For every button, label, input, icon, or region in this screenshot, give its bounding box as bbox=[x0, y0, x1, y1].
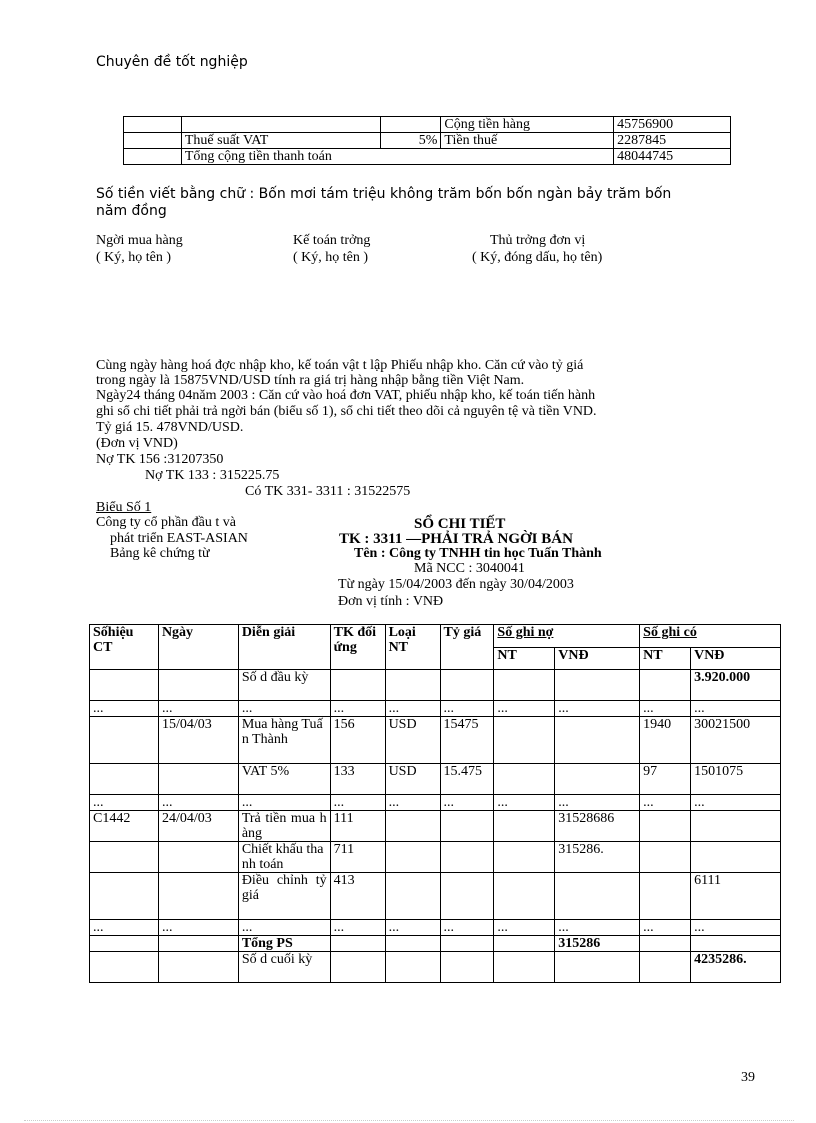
summary-cell: 5% bbox=[380, 133, 441, 149]
table-cell: 15.475 bbox=[440, 764, 494, 795]
table-cell: 6111 bbox=[691, 873, 781, 920]
table-cell: 1501075 bbox=[691, 764, 781, 795]
table-cell: 156 bbox=[330, 717, 385, 764]
summary-cell: 48044745 bbox=[614, 149, 731, 165]
table-cell bbox=[494, 936, 555, 952]
table-cell: USD bbox=[385, 717, 440, 764]
table-cell: ... bbox=[691, 920, 781, 936]
table-cell: Chiết khấu thanh toán bbox=[238, 842, 330, 873]
journal-debit-133: Nợ TK 133 : 315225.75 bbox=[145, 468, 280, 483]
header-dien-giai: Diễn giải bbox=[238, 625, 330, 670]
company-name-line1: Công ty cổ phần đầu t và bbox=[96, 515, 236, 530]
summary-cell: 45756900 bbox=[614, 117, 731, 133]
table-cell bbox=[555, 952, 640, 983]
table-cell bbox=[691, 811, 781, 842]
summary-row bbox=[124, 133, 731, 149]
table-cell: ... bbox=[90, 795, 159, 811]
table-cell bbox=[158, 670, 238, 701]
table-cell: 30021500 bbox=[691, 717, 781, 764]
table-cell: 31528686 bbox=[555, 811, 640, 842]
table-row bbox=[90, 873, 781, 920]
table-cell: 315286. bbox=[555, 842, 640, 873]
ledger-title: SỔ CHI TIẾT bbox=[414, 516, 506, 532]
body-paragraph-2: trong ngày là 15875VND/USD tính ra giá trị hàng nhập bằng tiền Việt Nam. bbox=[96, 373, 525, 388]
table-cell bbox=[158, 936, 238, 952]
table-cell bbox=[158, 764, 238, 795]
table-cell bbox=[385, 670, 440, 701]
signature-accountant-note: ( Ký, họ tên ) bbox=[293, 250, 369, 265]
table-cell: ... bbox=[555, 920, 640, 936]
header-loai-nt: Loại NT bbox=[385, 625, 440, 670]
signature-buyer-role: Ngời mua hàng bbox=[96, 233, 183, 248]
table-cell: 133 bbox=[330, 764, 385, 795]
body-paragraph-1: Cùng ngày hàng hoá đợc nhập kho, kế toán vật t lập Phiếu nhập kho. Căn cứ vào tỷ giá bbox=[96, 358, 584, 373]
table-cell bbox=[90, 670, 159, 701]
table-cell: USD bbox=[385, 764, 440, 795]
table-cell bbox=[90, 873, 159, 920]
table-cell: ... bbox=[640, 701, 691, 717]
table-cell bbox=[494, 811, 555, 842]
header-no-vnd: VNĐ bbox=[555, 647, 640, 670]
signature-accountant-role: Kế toán trởng bbox=[293, 233, 371, 248]
table-cell: Số d đầu kỳ bbox=[238, 670, 330, 701]
table-cell bbox=[494, 873, 555, 920]
table-cell: 111 bbox=[330, 811, 385, 842]
table-cell bbox=[640, 936, 691, 952]
table-cell bbox=[158, 952, 238, 983]
signature-director-note: ( Ký, đóng dấu, họ tên) bbox=[472, 250, 603, 265]
table-cell bbox=[440, 811, 494, 842]
table-cell bbox=[440, 873, 494, 920]
table-cell bbox=[158, 842, 238, 873]
table-cell bbox=[494, 670, 555, 701]
voucher-list-label: Bảng kê chứng từ bbox=[110, 546, 210, 561]
table-cell bbox=[640, 952, 691, 983]
header-so-hieu: Sốhiệu CT bbox=[90, 625, 159, 670]
appendix-label: Biểu Số 1 bbox=[96, 500, 152, 515]
table-cell: Trả tiền mua hàng bbox=[238, 811, 330, 842]
table-cell: ... bbox=[440, 701, 494, 717]
summary-cell bbox=[181, 117, 380, 133]
table-cell bbox=[385, 936, 440, 952]
table-cell bbox=[494, 717, 555, 764]
table-cell bbox=[494, 952, 555, 983]
table-cell: ... bbox=[158, 701, 238, 717]
table-cell: ... bbox=[385, 920, 440, 936]
table-cell: Số d cuối kỳ bbox=[238, 952, 330, 983]
table-cell bbox=[640, 842, 691, 873]
table-cell bbox=[385, 952, 440, 983]
table-cell: 24/04/03 bbox=[158, 811, 238, 842]
ledger-table bbox=[89, 624, 781, 983]
currency-unit: Đơn vị tính : VNĐ bbox=[338, 594, 444, 609]
signature-director-role: Thủ trởng đơn vị bbox=[490, 233, 586, 248]
summary-row bbox=[124, 117, 731, 133]
summary-cell bbox=[124, 117, 182, 133]
table-cell: ... bbox=[640, 920, 691, 936]
header-ngay: Ngày bbox=[158, 625, 238, 670]
header-no-nt: NT bbox=[494, 647, 555, 670]
table-cell bbox=[158, 873, 238, 920]
table-cell: 15475 bbox=[440, 717, 494, 764]
table-cell bbox=[90, 936, 159, 952]
footer-divider bbox=[24, 1120, 794, 1121]
invoice-summary-table bbox=[123, 116, 731, 165]
summary-cell: Thuế suất VAT bbox=[181, 133, 380, 149]
table-cell: 1940 bbox=[640, 717, 691, 764]
table-cell: ... bbox=[640, 795, 691, 811]
header-so-ghi-co: Số ghi có bbox=[640, 625, 781, 648]
summary-cell: Tiền thuế bbox=[441, 133, 614, 149]
table-cell bbox=[555, 670, 640, 701]
table-cell bbox=[330, 936, 385, 952]
table-cell: Điều chỉnh tỷ giá bbox=[238, 873, 330, 920]
summary-cell: Cộng tiền hàng bbox=[441, 117, 614, 133]
table-row bbox=[90, 936, 781, 952]
table-cell bbox=[385, 873, 440, 920]
table-cell: ... bbox=[90, 920, 159, 936]
table-cell bbox=[90, 764, 159, 795]
table-cell bbox=[330, 952, 385, 983]
table-cell bbox=[385, 811, 440, 842]
table-cell bbox=[691, 842, 781, 873]
table-cell: ... bbox=[330, 701, 385, 717]
table-cell: ... bbox=[330, 795, 385, 811]
body-paragraph-6: (Đơn vị VND) bbox=[96, 436, 178, 451]
header-so-ghi-no: Số ghi nợ bbox=[494, 625, 640, 648]
table-cell: 97 bbox=[640, 764, 691, 795]
signature-buyer-note: ( Ký, họ tên ) bbox=[96, 250, 172, 265]
table-cell: C1442 bbox=[90, 811, 159, 842]
table-row bbox=[90, 920, 781, 936]
table-cell: ... bbox=[440, 795, 494, 811]
ledger-subtitle: TK : 3311 —PHẢI TRẢ NGỜI BÁN bbox=[339, 531, 573, 547]
body-paragraph-4: ghi sổ chi tiết phải trả ngời bán (biểu số 1), sổ chi tiết theo dõi cả nguyên tệ và tiền VND. bbox=[96, 404, 597, 419]
table-cell bbox=[494, 764, 555, 795]
journal-credit-3311: Có TK 331- 3311 : 31522575 bbox=[245, 484, 411, 499]
summary-cell: Tổng cộng tiền thanh toán bbox=[181, 149, 613, 165]
table-cell bbox=[555, 873, 640, 920]
table-row bbox=[90, 717, 781, 764]
table-cell: ... bbox=[158, 795, 238, 811]
table-cell bbox=[90, 842, 159, 873]
table-row bbox=[90, 764, 781, 795]
ledger-header-row bbox=[90, 625, 781, 648]
table-cell bbox=[440, 670, 494, 701]
table-cell bbox=[330, 670, 385, 701]
table-cell bbox=[555, 764, 640, 795]
table-cell bbox=[494, 842, 555, 873]
summary-row bbox=[124, 149, 731, 165]
header-tk-doi-ung: TK đối ứng bbox=[330, 625, 385, 670]
table-cell bbox=[640, 873, 691, 920]
table-cell: ... bbox=[494, 795, 555, 811]
table-cell: VAT 5% bbox=[238, 764, 330, 795]
table-cell: ... bbox=[385, 795, 440, 811]
header-co-nt: NT bbox=[640, 647, 691, 670]
table-cell: Tổng PS bbox=[238, 936, 330, 952]
header-ty-gia: Tỷ giá bbox=[440, 625, 494, 670]
table-cell bbox=[555, 717, 640, 764]
table-cell: ... bbox=[494, 920, 555, 936]
table-cell bbox=[385, 842, 440, 873]
table-cell: ... bbox=[385, 701, 440, 717]
table-row bbox=[90, 795, 781, 811]
table-cell bbox=[90, 952, 159, 983]
summary-cell bbox=[124, 149, 182, 165]
body-paragraph-5: Tỷ giá 15. 478VND/USD. bbox=[96, 420, 244, 435]
table-cell: 4235286. bbox=[691, 952, 781, 983]
table-row bbox=[90, 952, 781, 983]
table-cell bbox=[440, 842, 494, 873]
table-cell: ... bbox=[555, 701, 640, 717]
summary-cell bbox=[380, 117, 441, 133]
table-cell: ... bbox=[238, 701, 330, 717]
table-cell: ... bbox=[330, 920, 385, 936]
header-co-vnd: VNĐ bbox=[691, 647, 781, 670]
table-cell: ... bbox=[238, 795, 330, 811]
body-paragraph-3: Ngày24 tháng 04năm 2003 : Căn cứ vào hoá đơn VAT, phiếu nhập kho, kế toán tiến hành bbox=[96, 388, 596, 403]
period-range: Từ ngày 15/04/2003 đến ngày 30/04/2003 bbox=[338, 577, 574, 592]
table-cell: ... bbox=[90, 701, 159, 717]
table-cell bbox=[440, 952, 494, 983]
table-cell bbox=[440, 936, 494, 952]
table-cell: Mua hàng Tuấn Thành bbox=[238, 717, 330, 764]
table-row bbox=[90, 842, 781, 873]
table-cell bbox=[691, 936, 781, 952]
page-header-title: Chuyên đề tốt nghiệp bbox=[96, 54, 248, 70]
table-row bbox=[90, 811, 781, 842]
summary-cell bbox=[124, 133, 182, 149]
amount-in-words-line2: năm đồng bbox=[96, 203, 167, 219]
summary-cell: 2287845 bbox=[614, 133, 731, 149]
table-cell: 15/04/03 bbox=[158, 717, 238, 764]
table-cell: ... bbox=[691, 701, 781, 717]
table-cell: ... bbox=[691, 795, 781, 811]
table-cell bbox=[640, 811, 691, 842]
supplier-name: Tên : Công ty TNHH tin học Tuấn Thành bbox=[354, 546, 602, 561]
table-cell bbox=[90, 717, 159, 764]
table-cell: ... bbox=[440, 920, 494, 936]
page-number: 39 bbox=[741, 1070, 755, 1085]
table-cell: 711 bbox=[330, 842, 385, 873]
table-cell: ... bbox=[494, 701, 555, 717]
company-name-line2: phát triển EAST-ASIAN bbox=[110, 531, 248, 546]
table-cell: ... bbox=[238, 920, 330, 936]
table-cell: ... bbox=[555, 795, 640, 811]
table-cell: 315286 bbox=[555, 936, 640, 952]
table-cell bbox=[640, 670, 691, 701]
table-row bbox=[90, 701, 781, 717]
journal-debit-156: Nợ TK 156 :31207350 bbox=[96, 452, 224, 467]
supplier-code: Mã NCC : 3040041 bbox=[414, 561, 525, 576]
table-cell: ... bbox=[158, 920, 238, 936]
amount-in-words-line1: Số tiền viết bằng chữ : Bốn mơi tám triệu không trăm bốn bốn ngàn bảy trăm bốn bbox=[96, 186, 672, 202]
table-cell: 413 bbox=[330, 873, 385, 920]
table-cell: 3.920.000 bbox=[691, 670, 781, 701]
table-row bbox=[90, 670, 781, 701]
